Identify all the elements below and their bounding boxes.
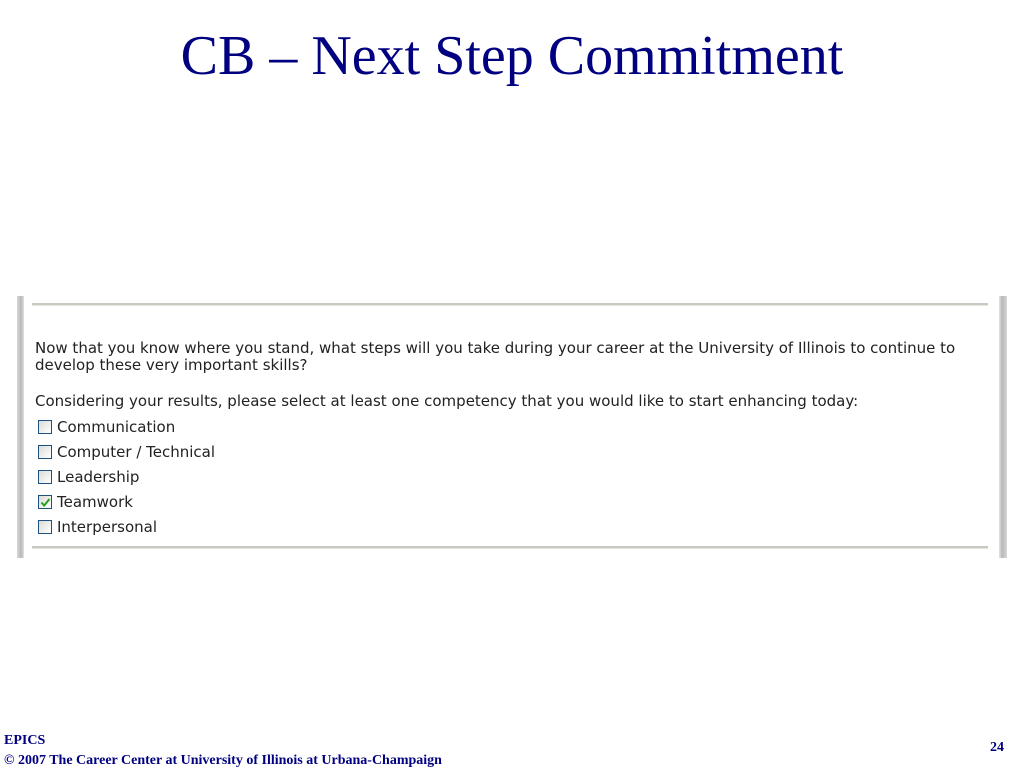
top-divider [32,303,988,306]
option-interpersonal[interactable] [38,514,215,539]
option-label: Communication [57,417,176,436]
panel-left-border [17,296,24,558]
competency-options [38,414,215,539]
leadership-checkbox[interactable] [38,470,52,484]
checkmark-icon [40,497,51,508]
slide-title: CB – Next Step Commitment [180,25,844,87]
option-computer-technical[interactable] [38,439,215,464]
panel-right-border [999,296,1007,558]
option-leadership[interactable] [38,464,215,489]
instruction-text: Considering your results, please select at least one competency that you would like to start enhancing today: [35,392,859,410]
footer-credits [4,731,442,771]
option-label: Interpersonal [57,517,157,536]
question-text: Now that you know where you stand, what steps will you take during your career at the University of Illinois to continue to develop these very important skills? [35,339,956,374]
communication-checkbox[interactable] [38,420,52,434]
option-label: Leadership [57,467,140,486]
footer-brand: EPICS [4,733,46,748]
page-number: 24 [990,740,1004,755]
bottom-divider [32,546,988,549]
interpersonal-checkbox[interactable] [38,520,52,534]
option-label: Teamwork [57,492,133,511]
screenshot-form-panel [17,296,1007,558]
option-label: Computer / Technical [57,442,216,461]
footer-copyright: © 2007 The Career Center at University of Illinois at Urbana-Champaign [4,753,442,768]
computer-technical-checkbox[interactable] [38,445,52,459]
teamwork-checkbox[interactable] [38,495,52,509]
option-teamwork[interactable] [38,489,215,514]
option-communication[interactable] [38,414,215,439]
